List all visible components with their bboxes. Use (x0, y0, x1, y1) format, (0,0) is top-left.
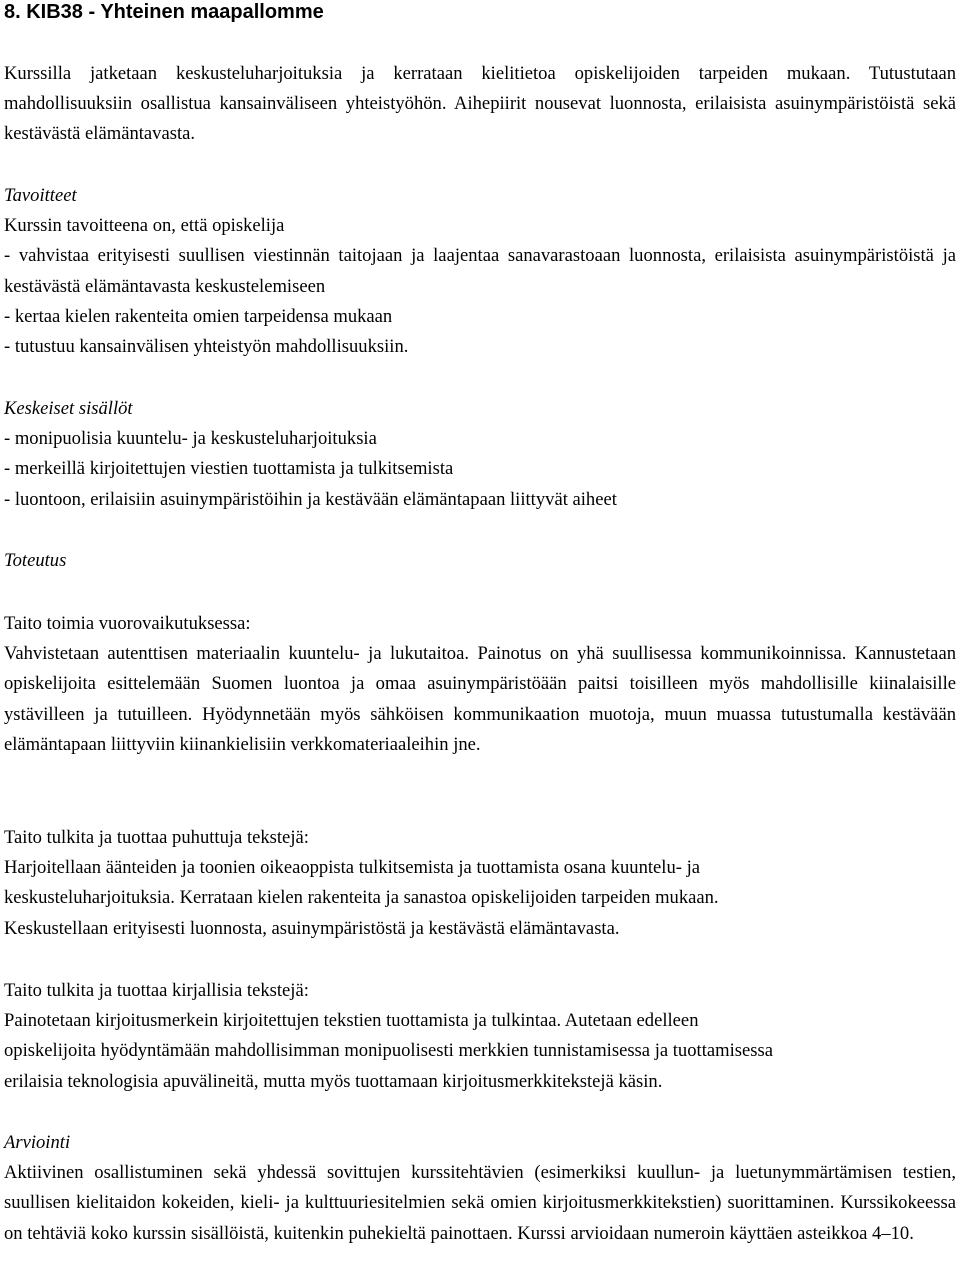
contents-section (4, 394, 956, 515)
course-title: 8. KIB38 - Yhteinen maapallomme (4, 1, 324, 23)
contents-heading: Keskeiset sisällöt (4, 398, 133, 419)
interaction-section (4, 609, 956, 760)
intro-paragraph: Kurssilla jatketaan keskusteluharjoituksia ja kerrataan kielitietoa opiskelijoiden tarpeiden mukaan. Tutustutaan mahdollisuuksiin osallistua kansainväliseen yhteistyöhön. Aihepiirit nousevat luonnosta, erilaisista asuinympäristöistä sekä kestävästä elämäntavasta. (4, 63, 956, 145)
implementation-section (4, 546, 956, 576)
written-line: Painotetaan kirjoitusmerkein kirjoitettujen tekstien tuottamista ja tulkintaa. Autetaan edelleen (4, 1010, 699, 1032)
assessment-heading: Arviointi (4, 1132, 71, 1153)
goals-section (4, 181, 956, 362)
spoken-line: Keskustellaan erityisesti luonnosta, asuinympäristöstä ja kestävästä elämäntavasta. (4, 917, 620, 939)
interaction-subheading: Taito toimia vuorovaikutuksessa: (4, 613, 251, 634)
written-subheading: Taito tulkita ja tuottaa kirjallisia tekstejä: (4, 980, 309, 1001)
written-section (4, 976, 956, 1097)
interaction-text: Vahvistetaan autenttisen materiaalin kuuntelu- ja lukutaitoa. Painotus on yhä suullisessa kommunikoinnissa. Kannustetaan opiskelijoita esittelemään Suomen luontoa ja omaa asuinympäristöään paitsi toisilleen myös mahdollisille kiinalaisille ystävilleen ja tutuilleen. Hyödynnetään myös sähköisen kommunikaation muotoja, muun muassa tutustumalla kestävään elämäntapaan liittyviin kiinankielisiin verkkomateriaaleihin jne. (4, 643, 956, 755)
goals-item: - tutustuu kansainvälisen yhteistyön mahdollisuuksiin. (4, 336, 409, 358)
spoken-line: keskusteluharjoituksia. Kerrataan kielen rakenteita ja sanastoa opiskelijoiden tarpeiden mukaan. (4, 887, 719, 909)
assessment-section (4, 1128, 956, 1249)
written-line: erilaisia teknologisia apuvälineitä, mutta myös tuottamaan kirjoitusmerkkitekstejä käsin. (4, 1070, 663, 1092)
goals-heading: Tavoitteet (4, 185, 77, 206)
spoken-section (4, 823, 956, 944)
goals-lead: Kurssin tavoitteena on, että opiskelija (4, 215, 285, 237)
goals-item: - kertaa kielen rakenteita omien tarpeidensa mukaan (4, 305, 393, 327)
spoken-line: Harjoitellaan äänteiden ja toonien oikeaoppista tulkitsemista ja tuottamista osana kuuntelu- ja (4, 857, 701, 879)
written-line: opiskelijoita hyödyntämään mahdollisimman monipuolisesti merkkien tunnistamisessa ja tuottamisessa (4, 1040, 773, 1062)
contents-item: - luontoon, erilaisiin asuinympäristöihin ja kestävään elämäntapaan liittyvät aiheet (4, 488, 617, 510)
intro-block (4, 59, 956, 150)
contents-item: - merkeillä kirjoitettujen viestien tuottamista ja tulkitsemista (4, 458, 454, 480)
implementation-heading: Toteutus (4, 550, 67, 571)
contents-item: - monipuolisia kuuntelu- ja keskusteluharjoituksia (4, 428, 377, 450)
assessment-text: Aktiivinen osallistuminen sekä yhdessä sovittujen kurssitehtävien (esimerkiksi kuullun- ja luetunymmärtämisen testien, suullisen kielitaidon kokeiden, kieli- ja kulttuuriesitelmien sekä omien kirjoitusmerkkitekstien) suorittaminen. Kurssikokeessa on tehtäviä koko kurssin sisällöistä, kuitenkin puhekieltä painottaen. Kurssi arvioidaan numeroin käyttäen asteikkoa 4–10. (4, 1162, 956, 1244)
goals-item: - vahvistaa erityisesti suullisen viestinnän taitojaan ja laajentaa sanavarastoaan luonnosta, erilaisista asuinympäristöistä ja kestävästä elämäntavasta keskustelemiseen (4, 245, 956, 297)
spoken-subheading: Taito tulkita ja tuottaa puhuttuja tekstejä: (4, 827, 309, 848)
